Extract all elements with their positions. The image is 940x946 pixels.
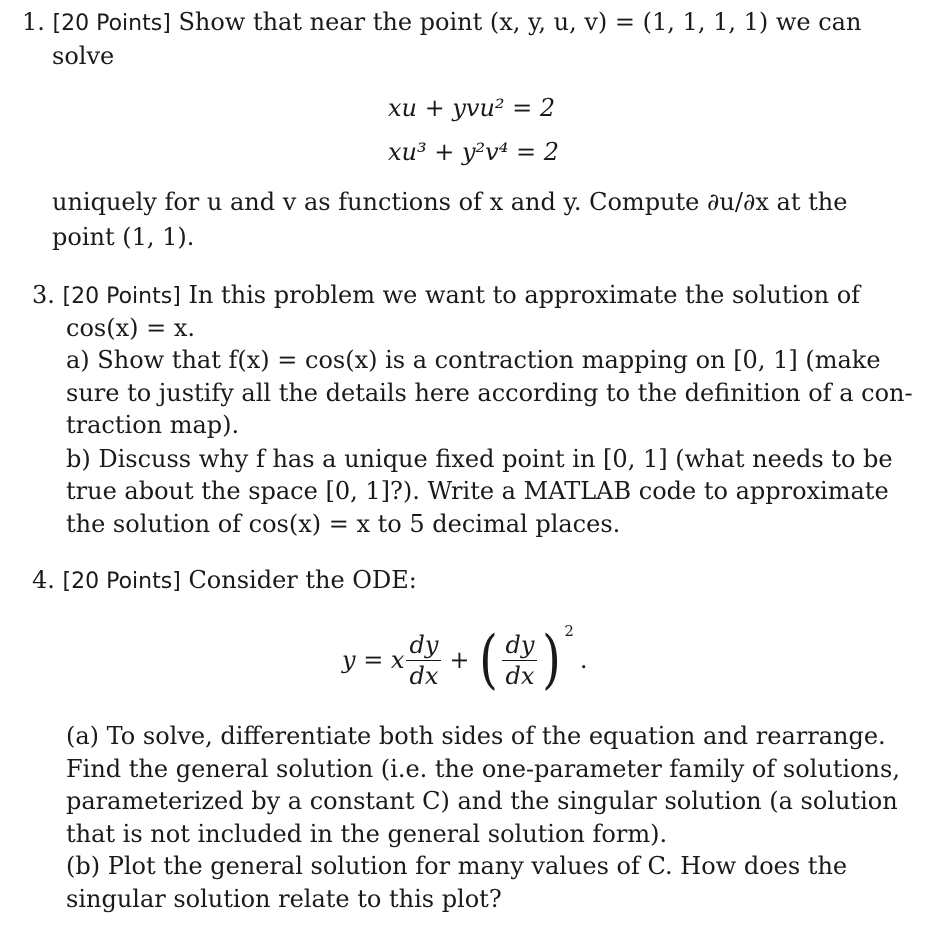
ode-left-paren: ( bbox=[478, 623, 498, 697]
problem-4-line-6: (b) Plot the general solution for many values of C. How does the bbox=[66, 852, 848, 880]
ode-fraction-2-denominator: dx bbox=[505, 661, 535, 690]
problem-3-text-1: In this problem we want to approximate the solution of bbox=[188, 281, 861, 309]
ode-exponent: 2 bbox=[564, 622, 574, 640]
ode-fraction-2-numerator: dy bbox=[502, 630, 537, 661]
problem-3-line-5: traction map). bbox=[66, 411, 240, 439]
problem-4-line-7: singular solution relate to this plot? bbox=[66, 885, 502, 913]
problem-3-line-3: a) Show that f(x) = cos(x) is a contraction mapping on [0, 1] (make bbox=[66, 346, 881, 374]
problem-4-intro: Consider the ODE: bbox=[188, 566, 417, 594]
problem-4-line-3: Find the general solution (i.e. the one-parameter family of solutions, bbox=[66, 755, 900, 783]
problem-3-line-2: cos(x) = x. bbox=[66, 314, 195, 342]
problem-4-number: 4. bbox=[32, 566, 55, 594]
problem-4-points: [20 Points] bbox=[62, 569, 181, 594]
problem-1-line-1 bbox=[22, 8, 861, 36]
problem-3-line-8: the solution of cos(x) = x to 5 decimal places. bbox=[66, 510, 621, 538]
problem-3-number: 3. bbox=[32, 281, 55, 309]
problem-3-line-4: sure to justify all the details here according to the definition of a con- bbox=[66, 379, 913, 407]
problem-4-line-4: parameterized by a constant C) and the singular solution (a solution bbox=[66, 787, 898, 815]
ode-fraction-1 bbox=[406, 630, 441, 691]
ode-fraction-2 bbox=[502, 630, 537, 691]
problem-3-line-1 bbox=[32, 281, 860, 309]
problem-1-text-1: Show that near the point (x, y, u, v) = (1, 1, 1, 1) we can bbox=[178, 8, 862, 36]
problem-3-points: [20 Points] bbox=[62, 284, 181, 309]
problem-1-equation-1: xu + yvu² = 2 bbox=[388, 94, 556, 122]
problem-3-line-6: b) Discuss why f has a unique fixed point in [0, 1] (what needs to be bbox=[66, 445, 893, 473]
problem-1-line-2: solve bbox=[52, 42, 115, 70]
ode-fraction-1-denominator: dx bbox=[409, 661, 439, 690]
problem-1-equation-2: xu³ + y²v⁴ = 2 bbox=[388, 138, 559, 166]
problem-4-line-1 bbox=[32, 566, 417, 594]
problem-1-line-4: point (1, 1). bbox=[52, 223, 195, 251]
ode-plus: + bbox=[449, 646, 470, 674]
problem-4-line-2: (a) To solve, differentiate both sides of the equation and rearrange. bbox=[66, 722, 886, 750]
ode-lhs: y = x bbox=[342, 646, 405, 674]
problem-1-line-3: uniquely for u and v as functions of x and y. Compute ∂u/∂x at the bbox=[52, 188, 848, 216]
problem-4-line-5: that is not included in the general solution form). bbox=[66, 820, 668, 848]
problem-1-number: 1. bbox=[22, 8, 45, 36]
problem-3-line-7: true about the space [0, 1]?). Write a MATLAB code to approximate bbox=[66, 477, 889, 505]
ode-right-paren: ) bbox=[542, 623, 562, 697]
problem-1-points: [20 Points] bbox=[52, 11, 171, 36]
ode-fraction-1-numerator: dy bbox=[406, 630, 441, 661]
ode-period: . bbox=[579, 646, 588, 674]
ode-equation bbox=[342, 620, 588, 700]
